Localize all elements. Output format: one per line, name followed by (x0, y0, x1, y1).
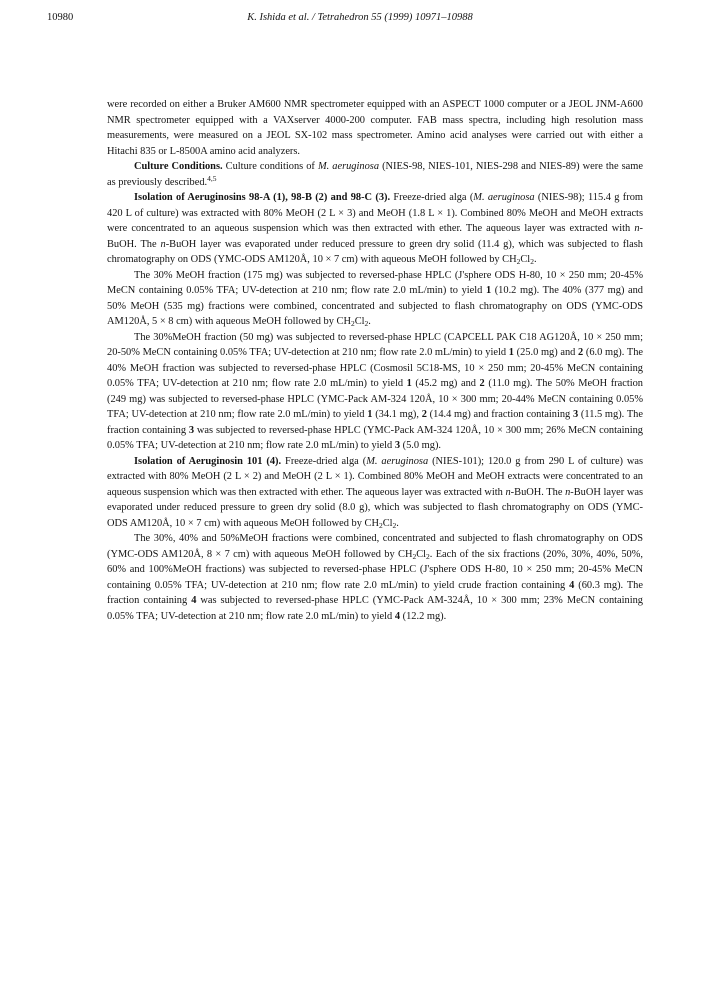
paragraph-culture-conditions (107, 159, 643, 190)
text-run: (6.0 mg). The 40% MeOH fraction was subjected to reversed-phase HPLC (Cosmosil 5C18-MS, 10 × 250 mm; 20-45% MeCN containing 0.05% TFA; UV-detection at 210 nm; flow rate 2.0 mL/min) to yield (107, 347, 643, 389)
text-run: Cl (520, 254, 531, 265)
section-heading: Isolation of Aeruginosins 98-A (1), 98-B (2) and 98-C (3). (134, 192, 391, 203)
subscript: 2 (516, 257, 521, 266)
article-body (107, 97, 643, 624)
text-run: (12.2 mg). (400, 610, 447, 622)
paragraph-combined-fractions (107, 531, 643, 624)
text-run: The 30%MeOH fraction (50 mg) was subjected to reversed-phase HPLC (CAPCELL PAK C18 AG120Å, 10 × 250 mm; 20-50% MeCN containing 0.05% TFA; UV-detection at 210 nm; flow rate 2.0 mL/min) to yield (107, 331, 643, 358)
compound-number: 1 (367, 409, 373, 420)
text-run: The 30% MeOH fraction (175 mg) was subjected to reversed-phase HPLC (J'sphere ODS H-80, 10 × 250 mm; 20-45% MeCN containing 0.05% TFA; UV-detection at 210 nm; flow rate 2.0 mL/min) to yield (107, 269, 643, 296)
text-run: (NIES-98, NIES-101, NIES-298 and NIES-89) were the same as previously described. (107, 161, 643, 188)
text-run: . (396, 517, 399, 529)
text-run: Freeze-dried alga ( (281, 455, 367, 467)
text-run: Culture conditions of (222, 161, 318, 172)
compound-number: 3 (188, 424, 195, 436)
page-number: 10980 (47, 12, 74, 23)
text-run: Cl (354, 316, 365, 327)
species-name: M. aeruginosa (366, 455, 429, 467)
paragraph-isolation-101 (107, 454, 643, 532)
running-header (0, 12, 720, 32)
paragraph-instruments (107, 97, 643, 159)
text-run: (5.0 mg). (400, 440, 442, 451)
text-run: (NIES-101); 120.0 g from 290 L of culture) was extracted with 80% MeOH (2 L × 2) and MeOH (2 L × 1). Combined 80% MeOH and MeOH extracts were concentrated to an aqueous suspension which was then extracted with ether. The aqueous layer was extracted with (107, 455, 644, 498)
subscript: 2 (392, 520, 397, 530)
text-run: (45.2 mg) and (411, 378, 480, 389)
text-run: (NIES-98); 115.4 g from 420 L of culture) was extracted with 80% MeOH (2 L × 3) and MeOH (1.8 L × 1). Combined 80% MeOH and MeOH extracts were concentrated to an aqueous suspension which was then extracted with ether. The aqueous layer was extracted with (107, 192, 643, 234)
subscript: 2 (350, 319, 355, 328)
text-run: (25.0 mg) and (513, 347, 579, 358)
text-run: (10.2 mg). The 40% (377 mg) and 50% MeOH (535 mg) fractions were combined, concentrated and subjected to flash chromatography on ODS (YMC-ODS AM120Å, 5 × 8 cm) with aqueous MeOH followed by CH (107, 285, 643, 327)
subscript: 2 (378, 520, 383, 530)
subscript: 2 (530, 257, 534, 266)
paragraph-30-meoh-fraction (107, 268, 643, 330)
paragraph-isolation-98 (107, 190, 643, 268)
compound-number: 4 (394, 610, 401, 622)
subscript: 2 (364, 319, 369, 328)
text-run: was subjected to reversed-phase HPLC (YMC-Pack AM-324Å, 10 × 300 mm; 23% MeCN containing 0.05% TFA; UV-detection at 210 nm; flow rate 2.0 mL/min) to yield (107, 595, 643, 622)
compound-number: 2 (578, 347, 584, 358)
species-name: M. aeruginosa (317, 161, 380, 172)
text-run: Cl (382, 517, 393, 529)
compound-number: 1 (508, 347, 514, 358)
text-run: (11.0 mg). The 50% MeOH fraction (249 mg) was subjected to reversed-phase HPLC (YMC-Pack AM-324 120Å, 10 × 300 mm; 20-44% MeCN containing 0.05% TFA; UV-detection at 210 nm; flow rate 2.0 mL/min) to yield (107, 378, 644, 420)
text-run: (60.3 mg). The fraction containing (107, 579, 643, 606)
compound-number: 1 (406, 378, 412, 389)
text-run: -BuOH layer was evaporated under reduced pressure to green dry solid (8.0 g), which was subjected to flash chromatography on ODS (YMC-ODS AM120Å, 10 × 7 cm) with aqueous MeOH followed by CH (107, 486, 644, 529)
subscript: 2 (426, 551, 430, 561)
reference-superscript: 4,5 (207, 173, 217, 183)
species-name: M. aeruginosa (473, 192, 535, 203)
italic-n: n (565, 486, 571, 498)
text-run: . (368, 316, 371, 327)
compound-number: 4 (191, 595, 197, 606)
italic-n: n (160, 238, 166, 250)
text-run: -BuOH layer was evaporated under reduced pressure to green dry solid (11.4 g), which was subjected to flash chromatography on ODS (YMC-ODS AM120Å, 10 × 7 cm) with aqueous MeOH followed by CH (107, 238, 643, 265)
text-run: Freeze-dried alga ( (390, 192, 474, 203)
text-run: The 30%, 40% and 50%MeOH fractions were combined, concentrated and subjected to flash chromatography on ODS (YMC-ODS AM120Å, 8 × 7 cm) with aqueous MeOH followed by CH (107, 533, 643, 560)
section-heading: Isolation of Aeruginosin 101 (4). (134, 455, 282, 467)
paragraph-text: were recorded on either a Bruker AM600 NMR spectrometer equipped with an ASPECT 1000 computer or a JEOL JNM-A600 NMR spectrometer equipped with a VAXserver 4000-200 computer. FAB mass spectra, including high resolution mass measurements, were measured on a JEOL SX-102 mass spectrometer. Amino acid analyses were carried out with either a Hitachi 835 or L-8500A amino acid analyzers. (107, 99, 643, 157)
text-run: was subjected to reversed-phase HPLC (YMC-Pack AM-324 120Å, 10 × 300 mm; 26% MeCN containing 0.05% TFA; UV-detection at 210 nm; flow rate 2.0 mL/min) to yield (107, 424, 643, 451)
text-run: (11.5 mg). The fraction containing (107, 409, 643, 436)
compound-number: 2 (421, 409, 427, 420)
compound-number: 2 (479, 378, 485, 389)
compound-number: 3 (572, 409, 579, 420)
paragraph-hplc-fractions (107, 330, 643, 454)
subscript: 2 (412, 551, 417, 561)
italic-n: n (505, 486, 511, 498)
text-run: -BuOH. The (510, 486, 566, 498)
text-run: . (533, 254, 537, 265)
italic-n: n (634, 223, 640, 234)
running-title: K. Ishida et al. / Tetrahedron 55 (1999) 10971–10988 (247, 12, 473, 23)
text-run: . Each of the six fractions (20%, 30%, 40%, 50%, 60% and 100%MeOH fractions) was subjected to reversed-phase HPLC (J'sphere ODS H-80, 10 × 250 mm; 20-45% MeCN containing 0.05% TFA; UV-detection at 210 nm; flow rate 2.0 mL/min) to yield crude fraction containing (107, 548, 644, 591)
text-run: (14.4 mg) and fraction containing (426, 409, 573, 420)
compound-number: 1 (485, 285, 492, 296)
text-run: (34.1 mg), (372, 409, 422, 420)
section-heading: Culture Conditions. (134, 161, 223, 172)
text-run: -BuOH. The (107, 223, 643, 250)
compound-number: 4 (569, 579, 575, 591)
compound-number: 3 (394, 440, 401, 451)
text-run: Cl (416, 548, 427, 560)
